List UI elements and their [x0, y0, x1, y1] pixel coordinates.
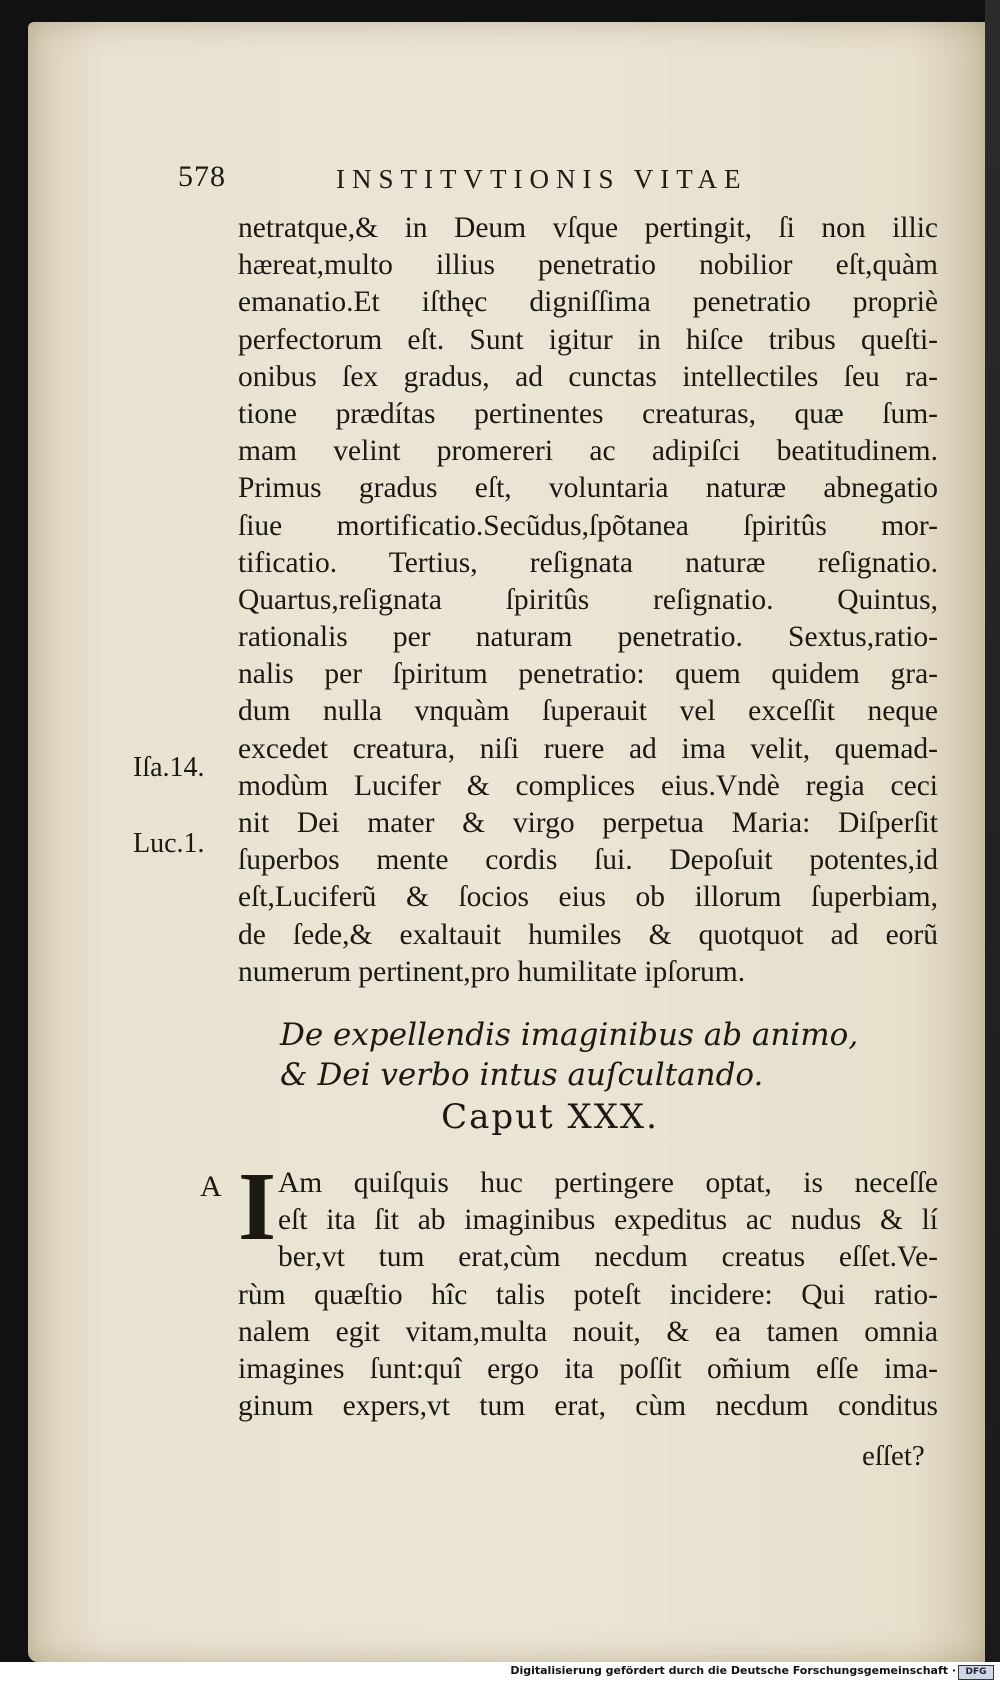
text-line: rationalis per naturam penetratio. Sextus,ratio- — [238, 621, 938, 654]
text-line: ſiue mortificatio.Secũdus,ſpõtanea ſpiritûs mor- — [238, 509, 938, 542]
footer-credit: Digitalisierung gefördert durch die Deutsche Forschungsgemeinschaft · — [510, 1664, 956, 1677]
text-line: emanatio.Et iſthęc digniſſima penetratio propriè — [238, 286, 938, 319]
text-line: nalis per ſpiritum penetratio: quem quidem gra- — [238, 658, 938, 691]
text-line: dum nulla vnquàm ſuperauit vel exceſſit neque — [238, 695, 938, 728]
text-line: excedet creatura, niſi ruere ad ima velit, quemad- — [238, 732, 938, 765]
text-line: rùm quæſtio hîc talis poteſt incidere: Qui ratio- — [238, 1278, 938, 1311]
chapter-title-line: De expellendis imaginibus ab animo, — [280, 1017, 859, 1053]
text-line: Am quiſquis huc pertingere optat, is neceſſe — [278, 1167, 938, 1199]
text-line: ber,vt tum erat,cùm necdum creatus eſſet.Ve- — [278, 1241, 938, 1274]
text-line: nit Dei mater & virgo perpetua Maria: Diſperſit — [238, 807, 938, 839]
text-line: Primus gradus eſt, voluntaria naturæ abnegatio — [238, 472, 938, 505]
text-line: tificatio. Tertius, reſignata naturæ reſignatio. — [238, 546, 938, 579]
text-line: imagines ſunt:quî ergo ita poſſit om̃ium eſſe ima- — [238, 1352, 938, 1385]
text-line: tione prædítas pertinentes creaturas, quæ ſum- — [238, 397, 938, 430]
page-number: 578 — [178, 160, 226, 193]
catchword: eſſet? — [862, 1440, 925, 1472]
margin-note-isaiah: Iſa.14. — [133, 752, 205, 783]
margin-note-luke: Luc.1. — [133, 828, 205, 859]
running-head — [0, 160, 1000, 200]
text-line: ſuperbos mente cordis ſui. Depoſuit potentes,id — [238, 844, 938, 877]
scan-edge — [985, 0, 1000, 1682]
text-line: onibus ſex gradus, ad cunctas intellectiles ſeu ra- — [238, 360, 938, 393]
chapter-text — [238, 1165, 938, 1425]
text-line: eſt,Luciferũ & ſocios eius ob illorum ſuperbiam, — [238, 881, 938, 914]
text-line: perfectorum eſt. Sunt igitur in hiſce tribus queſti- — [238, 323, 938, 356]
text-line: ginum expers,vt tum erat, cùm necdum conditus — [238, 1390, 938, 1423]
text-line: hæreat,multo illius penetratio nobilior eſt,quàm — [238, 249, 938, 282]
chapter-number: Caput XXX. — [441, 1097, 659, 1137]
text-line: numerum pertinent,pro humilitate ipſorum. — [238, 955, 746, 988]
text-line: Quartus,reſignata ſpiritûs reſignatio. Quintus, — [238, 583, 938, 616]
text-line: eſt ita ſit ab imaginibus expeditus ac nudus & lí — [278, 1204, 938, 1237]
footer-bar — [0, 1662, 1000, 1682]
chapter-heading — [280, 1015, 940, 1139]
text-line: mam velint promereri ac adipiſci beatitudinem. — [238, 435, 938, 468]
running-title: INSTITVTIONIS VITAE — [336, 164, 748, 194]
dfg-logo-icon: DFG — [958, 1665, 994, 1680]
text-line: netratque,& in Deum vſque pertingit, ſi non illic — [238, 212, 938, 244]
chapter-title-line: & Dei verbo intus auſcultando. — [280, 1057, 764, 1093]
drop-initial: I — [238, 1153, 277, 1261]
text-line: modùm Lucifer & complices eius.Vndè regia ceci — [238, 769, 938, 802]
signature-mark: A — [200, 1170, 222, 1203]
body-text — [238, 210, 938, 991]
text-line: nalem egit vitam,multa nouit, & ea tamen omnia — [238, 1315, 938, 1348]
text-line: de ſede,& exaltauit humiles & quotquot ad eorũ — [238, 918, 938, 951]
